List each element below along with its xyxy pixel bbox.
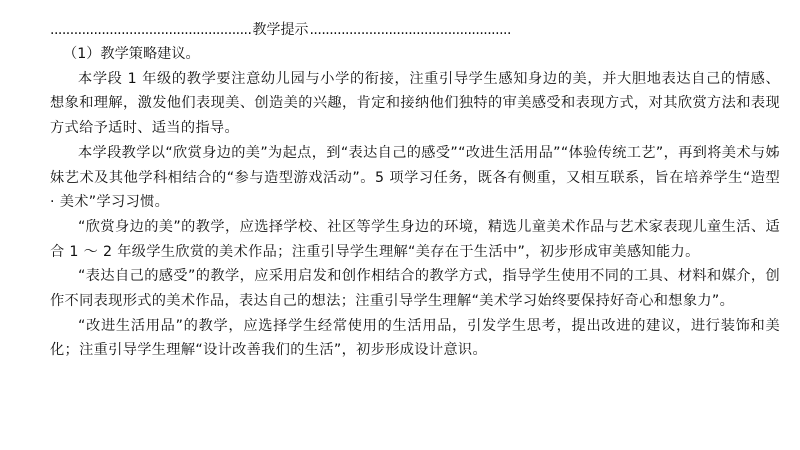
document-body [50,18,780,363]
section-heading: （1）教学策略建议。 [63,46,200,62]
header-title: 教学提示 [252,22,309,38]
paragraph-1: 本学段 1 年级的教学要注意幼儿园与小学的衔接，注重引导学生感知身边的美，并大胆地表达自己的情感、想象和理解，激发他们表现美、创造美的兴趣，肯定和接纳他们独特的审美感受和表现方式，对其欣赏方法和表现方式给予适时、适当的指导。 [50,70,780,137]
paragraph-2: 本学段教学以“欣赏身边的美”为起点，到“表达自己的感受”“改进生活用品”“体验传统工艺”，再到将美术与姊妹艺术及其他学科相结合的“参与造型游戏活动”。5 项学习任务，既各有侧重，又相互联系，旨在培养学生“造型 · 美术”学习习惯。 [50,144,780,211]
section-header [50,18,780,42]
paragraph-5: “改进生活用品”的教学，应选择学生经常使用的生活用品，引发学生思考，提出改进的建议，进行装饰和美化；注重引导学生理解“设计改善我们的生活”，初步形成设计意识。 [50,317,780,359]
paragraph-3: “欣赏身边的美”的教学，应选择学校、社区等学生身边的环境，精选儿童美术作品与艺术家表现儿童生活、适合 1 ～ 2 年级学生欣赏的美术作品；注重引导学生理解“美存在于生活中”，初步形成审美感知能力。 [50,218,780,260]
header-dots-left: ................................................... [50,22,252,38]
paragraph-4: “表达自己的感受”的教学，应采用启发和创作相结合的教学方式，指导学生使用不同的工具、材料和媒介，创作不同表现形式的美术作品，表达自己的想法；注重引导学生理解“美术学习始终要保持好奇心和想象力”。 [50,268,780,310]
header-dots-right: ................................................... [309,22,511,38]
